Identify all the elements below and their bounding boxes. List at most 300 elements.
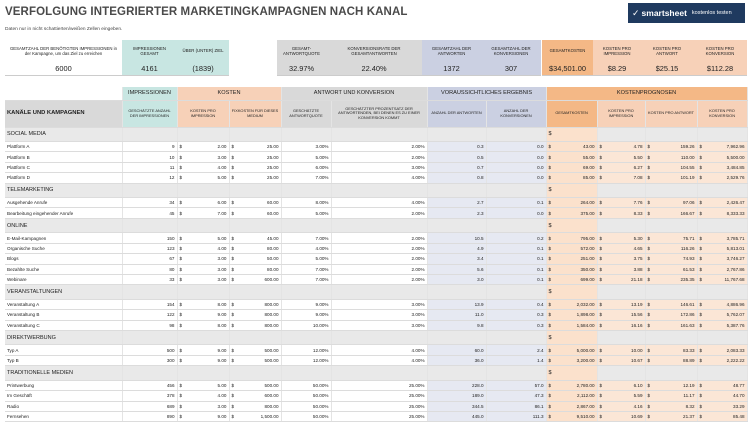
data-cell[interactable] (229, 243, 281, 253)
cell-value: 5.50 (633, 154, 643, 160)
data-cell[interactable]: 8.00% (281, 198, 331, 208)
table-row (5, 233, 747, 243)
data-cell[interactable] (229, 142, 281, 152)
section-spacer-cell (281, 330, 331, 345)
cell-value: 5,500.00 (726, 154, 745, 160)
currency-symbol: $ (599, 235, 603, 241)
summary-label: ÜBER (UNTER) ZIEL (177, 40, 229, 62)
data-cell[interactable]: 150 (122, 233, 177, 243)
currency-symbol: $ (179, 393, 183, 399)
currency-symbol: $ (231, 382, 235, 388)
cell-value: 116.26 (680, 245, 695, 251)
data-cell[interactable] (177, 243, 229, 253)
data-cell[interactable] (177, 411, 229, 421)
currency-symbol: $ (231, 266, 235, 272)
data-cell (645, 320, 697, 330)
currency-symbol: $ (699, 382, 703, 388)
row-label[interactable]: Plattform A (5, 142, 122, 152)
cell-value: 146.61 (680, 301, 695, 307)
data-cell[interactable]: 25.00% (331, 380, 427, 390)
section-spacer-cell (177, 285, 229, 300)
data-cell[interactable]: 50.00% (281, 380, 331, 390)
data-cell[interactable]: 10.00% (281, 320, 331, 330)
row-label[interactable]: Webinare (5, 274, 122, 284)
cell-value: 800.00 (264, 312, 279, 318)
currency-symbol: $ (599, 277, 603, 283)
smartsheet-logo-button[interactable] (628, 3, 745, 23)
currency-symbol: $ (548, 393, 552, 399)
data-cell[interactable]: 7.00% (281, 173, 331, 183)
currency-symbol: $ (647, 164, 651, 170)
data-cell[interactable]: 7.00% (281, 233, 331, 243)
section-spacer-cell (697, 218, 747, 233)
data-cell[interactable]: 12.00% (281, 355, 331, 365)
cell-value: 48.77 (733, 382, 745, 388)
cell-value: 3.75 (633, 256, 643, 262)
section-spacer-cell (427, 183, 486, 198)
cell-value: 166.67 (680, 210, 695, 216)
cell-value: 55.00 (583, 154, 595, 160)
currency-symbol: $ (647, 245, 651, 251)
data-cell[interactable] (177, 380, 229, 390)
table-row (5, 198, 747, 208)
currency-symbol: $ (599, 210, 603, 216)
currency-symbol: $ (599, 403, 603, 409)
cell-value: 8.33 (633, 210, 643, 216)
row-label[interactable]: Bezahlte Suche (5, 264, 122, 274)
currency-symbol: $ (647, 322, 651, 328)
currency-symbol: $ (647, 210, 651, 216)
row-label[interactable]: Plattform D (5, 173, 122, 183)
row-label[interactable]: Fernsehen (5, 411, 122, 421)
row-label[interactable]: Im Geschäft (5, 391, 122, 401)
data-cell[interactable] (177, 299, 229, 309)
data-cell (546, 233, 597, 243)
data-cell[interactable]: 7.00% (281, 264, 331, 274)
data-cell[interactable]: 2.00% (331, 208, 427, 218)
cell-value: 25.00 (267, 175, 279, 181)
currency-symbol: $ (699, 235, 703, 241)
data-cell (597, 173, 645, 183)
data-cell[interactable]: 12 (122, 173, 177, 183)
row-label[interactable]: Plattform C (5, 162, 122, 172)
section-spacer-cell (122, 285, 177, 300)
row-label[interactable]: Typ B (5, 355, 122, 365)
currency-symbol: $ (231, 312, 235, 318)
data-cell (546, 142, 597, 152)
cell-value: 10.69 (631, 414, 643, 420)
data-cell[interactable] (229, 173, 281, 183)
currency-symbol: $ (599, 266, 603, 272)
currency-symbol: $ (599, 393, 603, 399)
data-cell: 111.3 (486, 411, 546, 421)
data-cell (546, 198, 597, 208)
campaign-table (5, 87, 748, 422)
data-cell: 0.1 (486, 254, 546, 264)
currency-symbol: $ (231, 322, 235, 328)
currency-symbol: $ (546, 366, 597, 381)
data-cell (546, 380, 597, 390)
data-cell: 0.5 (427, 152, 486, 162)
data-cell[interactable]: 4.00% (331, 345, 427, 355)
data-cell[interactable]: 80 (122, 264, 177, 274)
currency-symbol: $ (599, 154, 603, 160)
summary-value: (1839) (177, 62, 229, 76)
data-cell: 0.0 (486, 152, 546, 162)
section-row (5, 285, 747, 300)
data-cell[interactable] (229, 152, 281, 162)
data-cell[interactable] (177, 264, 229, 274)
data-cell[interactable]: 50.00% (281, 391, 331, 401)
data-cell[interactable] (229, 391, 281, 401)
cell-value: 1,898.00 (576, 312, 595, 318)
data-cell[interactable] (229, 208, 281, 218)
cell-value: 9.00 (217, 347, 227, 353)
row-label[interactable]: Ausgehende Anrufe (5, 198, 122, 208)
currency-symbol: $ (548, 358, 552, 364)
currency-symbol: $ (599, 347, 603, 353)
data-cell (597, 299, 645, 309)
currency-symbol: $ (548, 266, 552, 272)
data-cell[interactable] (229, 299, 281, 309)
row-label[interactable]: Bearbeitung eingehender Anrufe (5, 208, 122, 218)
data-cell[interactable] (177, 208, 229, 218)
data-cell (546, 355, 597, 365)
data-cell[interactable]: 9.00% (281, 299, 331, 309)
data-cell[interactable] (177, 198, 229, 208)
data-cell[interactable]: 2.00% (331, 254, 427, 264)
currency-symbol: $ (179, 312, 183, 318)
data-cell[interactable]: 67 (122, 254, 177, 264)
data-cell (597, 198, 645, 208)
data-cell[interactable]: 300 (122, 355, 177, 365)
cell-value: 600.00 (264, 277, 279, 283)
data-cell[interactable] (229, 401, 281, 411)
cell-value: 3.00 (217, 256, 227, 262)
currency-symbol: $ (699, 266, 703, 272)
data-cell[interactable] (229, 345, 281, 355)
data-cell[interactable]: 7.00% (281, 274, 331, 284)
row-label[interactable]: Radio (5, 401, 122, 411)
data-cell[interactable]: 45 (122, 208, 177, 218)
data-cell[interactable] (177, 152, 229, 162)
data-cell[interactable]: 50.00% (281, 411, 331, 421)
cell-value: 251.00 (580, 256, 595, 262)
table-row (5, 345, 747, 355)
cell-value: 5,762.07 (726, 312, 745, 318)
section-spacer-cell (597, 285, 645, 300)
cell-value: 61.53 (683, 266, 695, 272)
data-cell (697, 299, 747, 309)
cell-value: 97.06 (683, 200, 695, 206)
data-cell[interactable] (229, 264, 281, 274)
currency-symbol: $ (548, 256, 552, 262)
data-cell (546, 411, 597, 421)
section-spacer-cell (645, 285, 697, 300)
data-cell[interactable] (177, 401, 229, 411)
column-header: GESCHÄTZTE ANTWORTQUOTE (281, 100, 331, 127)
summary-label: KONVERSIONSRATE DER GESAMTANTWORTEN (326, 40, 422, 62)
cell-value: 3.00 (217, 277, 227, 283)
cell-value: 2,222.22 (726, 358, 745, 364)
data-cell: 3.0 (427, 274, 486, 284)
row-label[interactable]: E-Mail-Kampagnen (5, 233, 122, 243)
data-cell[interactable]: 2.00% (331, 142, 427, 152)
data-cell (645, 310, 697, 320)
table-row (5, 299, 747, 309)
data-cell[interactable] (177, 233, 229, 243)
cell-value: 5.00 (217, 175, 227, 181)
column-header: KOSTEN PRO IMPRESSION (177, 100, 229, 127)
data-cell[interactable]: 10 (122, 152, 177, 162)
currency-symbol: $ (699, 347, 703, 353)
data-cell[interactable]: 9 (122, 142, 177, 152)
cell-value: 21.37 (683, 414, 695, 420)
data-cell[interactable]: 456 (122, 380, 177, 390)
section-spacer-cell (486, 285, 546, 300)
data-cell: 0.0 (486, 173, 546, 183)
section-spacer-cell (597, 183, 645, 198)
summary-value: $34,501.00 (542, 62, 593, 76)
row-label[interactable]: Plattform B (5, 152, 122, 162)
data-cell[interactable]: 3.00% (331, 310, 427, 320)
row-label[interactable]: Veranstaltung B (5, 310, 122, 320)
data-cell[interactable]: 2.00% (331, 233, 427, 243)
data-cell[interactable] (177, 355, 229, 365)
data-cell: 60.0 (427, 345, 486, 355)
column-header: ANZAHL DER ANTWORTEN (427, 100, 486, 127)
cell-value: 101.19 (680, 175, 695, 181)
data-cell[interactable] (229, 274, 281, 284)
cell-value: 264.00 (580, 200, 595, 206)
currency-symbol: $ (599, 414, 603, 420)
data-cell (645, 254, 697, 264)
data-cell[interactable]: 33 (122, 274, 177, 284)
row-label[interactable]: Blogs (5, 254, 122, 264)
data-cell: 2.3 (427, 208, 486, 218)
data-cell[interactable]: 12.00% (281, 345, 331, 355)
data-cell (546, 345, 597, 355)
cell-value: 5,813.01 (726, 245, 745, 251)
table-row (5, 173, 747, 183)
group-header: ANTWORT UND KONVERSION (281, 87, 427, 100)
data-cell[interactable]: 2.00% (331, 274, 427, 284)
table-row (5, 254, 747, 264)
cell-value: 10.67 (631, 358, 643, 364)
data-cell[interactable]: 3.00% (331, 162, 427, 172)
data-cell: 0.0 (486, 208, 546, 218)
data-cell[interactable]: 4.00% (331, 198, 427, 208)
data-cell[interactable] (177, 142, 229, 152)
data-cell[interactable] (177, 254, 229, 264)
data-cell[interactable] (229, 198, 281, 208)
summary-value[interactable]: 6000 (5, 62, 122, 76)
data-cell[interactable]: 3.00% (281, 142, 331, 152)
currency-symbol: $ (179, 200, 183, 206)
currency-symbol: $ (231, 154, 235, 160)
cell-value: 5.30 (633, 235, 643, 241)
data-cell[interactable]: 98 (122, 320, 177, 330)
table-row (5, 380, 747, 390)
currency-symbol: $ (647, 382, 651, 388)
data-cell[interactable] (177, 320, 229, 330)
row-label[interactable]: Organische Suche (5, 243, 122, 253)
data-cell[interactable] (229, 310, 281, 320)
cell-value: 9,510.00 (576, 414, 595, 420)
data-cell[interactable]: 9.00% (281, 310, 331, 320)
cell-value: 5.00 (217, 235, 227, 241)
cell-value: 2,032.00 (576, 301, 595, 307)
data-cell[interactable] (177, 310, 229, 320)
data-cell[interactable]: 3.00% (331, 299, 427, 309)
data-cell[interactable]: 34 (122, 198, 177, 208)
data-cell[interactable] (177, 391, 229, 401)
currency-symbol: $ (647, 414, 651, 420)
cell-value: 4,886.96 (726, 301, 745, 307)
currency-symbol: $ (548, 277, 552, 283)
row-label[interactable]: Veranstaltung C (5, 320, 122, 330)
section-spacer-cell (122, 366, 177, 381)
data-cell[interactable] (229, 162, 281, 172)
data-cell[interactable] (229, 355, 281, 365)
data-cell: 0.0 (486, 142, 546, 152)
data-cell[interactable]: 4.00% (331, 173, 427, 183)
currency-symbol: $ (548, 403, 552, 409)
data-cell[interactable]: 25.00% (331, 401, 427, 411)
currency-symbol: $ (699, 393, 703, 399)
logo-cta: kostenlos testen (691, 10, 732, 16)
currency-symbol: $ (548, 164, 552, 170)
summary-value: $112.28 (693, 62, 747, 76)
currency-symbol: $ (699, 414, 703, 420)
currency-symbol: $ (699, 277, 703, 283)
table-row (5, 320, 747, 330)
section-spacer-cell (645, 218, 697, 233)
row-label[interactable]: Typ A (5, 345, 122, 355)
column-header: FIXKOSTEN FÜR DIESES MEDIUM (229, 100, 281, 127)
currency-symbol: $ (231, 144, 235, 150)
cell-value: 8,333.33 (726, 210, 745, 216)
data-cell: 344.5 (427, 401, 486, 411)
currency-symbol: $ (647, 403, 651, 409)
section-spacer-cell (486, 330, 546, 345)
data-cell[interactable]: 154 (122, 299, 177, 309)
table-row (5, 401, 747, 411)
row-label[interactable]: Printwerbung (5, 380, 122, 390)
cell-value: 25.00 (267, 144, 279, 150)
currency-symbol: $ (647, 235, 651, 241)
currency-symbol: $ (231, 235, 235, 241)
cell-value: 85.00 (583, 175, 595, 181)
data-cell (645, 299, 697, 309)
data-cell[interactable]: 378 (122, 391, 177, 401)
cell-value: 2,529.76 (726, 175, 745, 181)
section-spacer-cell (697, 285, 747, 300)
data-cell[interactable] (229, 380, 281, 390)
data-cell[interactable]: 2.00% (331, 264, 427, 274)
cell-value: 235.35 (680, 277, 695, 283)
cell-value: 500.00 (264, 347, 279, 353)
data-cell[interactable]: 11 (122, 162, 177, 172)
row-label[interactable]: Veranstaltung A (5, 299, 122, 309)
cell-value: 4.00 (217, 164, 227, 170)
currency-symbol: $ (647, 200, 651, 206)
data-cell[interactable]: 3.00% (331, 320, 427, 330)
section-row (5, 127, 747, 142)
data-cell[interactable]: 5.00% (281, 152, 331, 162)
currency-symbol: $ (699, 210, 703, 216)
data-cell (597, 380, 645, 390)
data-cell[interactable]: 2.00% (331, 243, 427, 253)
data-cell[interactable]: 500 (122, 345, 177, 355)
section-spacer-cell (122, 127, 177, 142)
data-cell (546, 310, 597, 320)
section-spacer-cell (331, 366, 427, 381)
data-cell: 0.1 (486, 264, 546, 274)
section-spacer-cell (427, 330, 486, 345)
table-row (5, 208, 747, 218)
currency-symbol: $ (548, 175, 552, 181)
data-cell[interactable]: 2.00% (331, 152, 427, 162)
currency-symbol: $ (179, 144, 183, 150)
section-spacer-cell (331, 183, 427, 198)
currency-symbol: $ (548, 210, 552, 216)
data-cell[interactable]: 5.00% (281, 254, 331, 264)
data-cell[interactable] (177, 162, 229, 172)
data-cell[interactable] (177, 274, 229, 284)
data-cell[interactable] (229, 320, 281, 330)
currency-symbol: $ (179, 210, 183, 216)
data-cell[interactable]: 890 (122, 411, 177, 421)
data-cell (697, 264, 747, 274)
data-cell: 0.3 (486, 320, 546, 330)
summary-value: 32.97% (277, 62, 326, 76)
cell-value: 3,785.71 (726, 235, 745, 241)
data-cell[interactable] (177, 345, 229, 355)
data-cell (645, 345, 697, 355)
data-cell[interactable]: 122 (122, 310, 177, 320)
data-cell[interactable]: 123 (122, 243, 177, 253)
currency-symbol: $ (699, 144, 703, 150)
data-cell[interactable] (177, 173, 229, 183)
section-row (5, 183, 747, 198)
currency-symbol: $ (599, 382, 603, 388)
data-cell[interactable]: 4.00% (331, 355, 427, 365)
data-cell[interactable]: 25.00% (331, 391, 427, 401)
data-cell[interactable]: 5.00% (281, 208, 331, 218)
cell-value: 10.00 (631, 347, 643, 353)
data-cell[interactable]: 25.00% (331, 411, 427, 421)
data-cell[interactable] (229, 254, 281, 264)
section-spacer-cell (229, 183, 281, 198)
data-cell (546, 152, 597, 162)
currency-symbol: $ (599, 312, 603, 318)
data-cell (645, 380, 697, 390)
currency-symbol: $ (647, 347, 651, 353)
data-cell[interactable]: 689 (122, 401, 177, 411)
cell-value: 6.10 (633, 382, 643, 388)
cell-value: 3.00 (217, 266, 227, 272)
section-spacer-cell (697, 183, 747, 198)
data-cell[interactable] (229, 233, 281, 243)
data-cell[interactable]: 4.00% (281, 243, 331, 253)
currency-symbol: $ (699, 301, 703, 307)
data-cell[interactable]: 6.00% (281, 162, 331, 172)
data-cell (645, 243, 697, 253)
instruction-note: Daten nur in nicht schattierten/weißen Zellen eingeben. (5, 27, 123, 32)
data-cell[interactable] (229, 411, 281, 421)
data-cell[interactable]: 50.00% (281, 401, 331, 411)
